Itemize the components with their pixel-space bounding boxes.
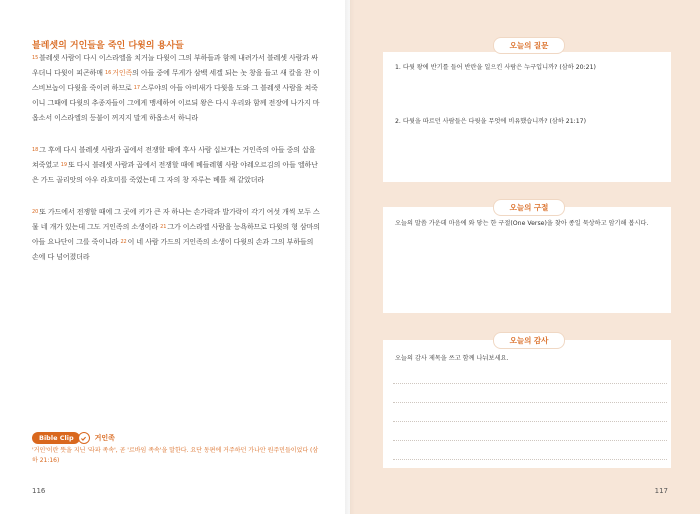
verse-number: 18 xyxy=(32,147,39,153)
writing-line xyxy=(393,459,667,460)
verse-number: 16 xyxy=(105,70,112,76)
writing-line xyxy=(393,440,667,441)
page-number: 116 xyxy=(32,487,46,495)
check-circle-icon xyxy=(78,432,90,444)
paragraph-1 xyxy=(32,51,322,126)
bible-clip-title: 거인족 xyxy=(94,434,115,442)
bible-clip-badge xyxy=(32,432,80,444)
thanks-prompt: 오늘의 감사 제목을 쓰고 함께 나눠보세요. xyxy=(395,355,509,362)
verse-number: 22 xyxy=(120,239,127,245)
question-title: 오늘의 질문 xyxy=(493,37,565,54)
verse-number: 20 xyxy=(32,209,39,215)
verse-text: 스루야의 아들 아비새가 다윗을 도와 그 블레셋 사람을 쳐죽이니 그때에 다윗의 추종자들이 그에게 맹세하여 이르되 왕은 다시 우리와 함께 전장에 나가지 마옵소서 이스라엘의 등불이 꺼지지 말게 하옵소서 하니라 xyxy=(32,84,320,122)
question-1: 1. 다윗 왕에 반기를 들어 반란을 일으킨 사람은 누구입니까? (삼하 20:21) xyxy=(395,64,596,71)
paragraph-2 xyxy=(32,143,322,188)
verse-text: 블레셋 사람이 다시 이스라엘을 치거늘 다윗이 그의 부하들과 함께 내려가서 블레셋 사람과 싸우더니 다윗이 피곤하매 xyxy=(32,54,318,77)
writing-line xyxy=(393,421,667,422)
bible-clip-row xyxy=(32,432,115,444)
writing-line xyxy=(393,402,667,403)
highlight-term: 거인족 xyxy=(112,69,133,77)
verse-text: 그 후에 다시 블레셋 사람과 곱에서 전쟁할 때에 후사 사람 십브개는 거인족의 아들 중의 삽을 쳐죽였고 xyxy=(32,146,316,169)
verse-text: 의 아들 중에 무게가 삼백 세겔 되는 놋 창을 들고 새 칼을 찬 이스비브놉이 다윗을 죽이려 하므로 xyxy=(32,69,320,92)
bible-clip-label: Bible Clip xyxy=(39,434,74,442)
verse-number: 19 xyxy=(60,162,67,168)
book-gutter xyxy=(345,0,355,514)
verse-title: 오늘의 구절 xyxy=(493,199,565,216)
thanks-title: 오늘의 감사 xyxy=(493,332,565,349)
page-number: 117 xyxy=(654,487,668,495)
verse-text: 그가 이스라엘 사람을 능욕하므로 다윗의 형 삼마의 아들 요나단이 그를 죽이니라 xyxy=(32,223,320,246)
paragraph-3 xyxy=(32,205,322,265)
verse-number: 15 xyxy=(32,55,39,61)
verse-prompt: 오늘의 말씀 가운데 마음에 와 닿는 한 구절(One Verse)을 찾아 종일 묵상하고 암기해 봅시다. xyxy=(395,220,649,227)
verse-text: 또 다시 블레셋 사람과 곱에서 전쟁할 때에 베들레헴 사람 야레오르김의 아들 엘하난은 가드 골리앗의 아우 라흐미를 죽였는데 그 자의 창 자루는 베틀 채 같았더라 xyxy=(32,161,318,184)
question-2: 2. 다윗을 따르던 사람들은 다윗을 무엇에 비유했습니까? (삼하 21:17) xyxy=(395,118,587,125)
verse-number: 17 xyxy=(133,85,140,91)
verse-number: 21 xyxy=(160,224,167,230)
section-heading: 블레셋의 거인들을 죽인 다윗의 용사들 xyxy=(32,41,184,51)
verse-text: 이 네 사람 가드의 거인족의 소생이 다윗의 손과 그의 부하들의 손에 다 넘어졌더라 xyxy=(32,238,314,261)
writing-line xyxy=(393,383,667,384)
verse-text: 또 가드에서 전쟁할 때에 그 곳에 키가 큰 자 하나는 손가락과 발가락이 각기 여섯 개씩 모두 스물 네 개가 있는데 그도 거인족의 소생이라 xyxy=(32,208,320,231)
bible-clip-description: '거인'이란 뜻을 지닌 '라파 족속', 곧 '르바임 족속'을 말한다. 요단 동편에 거주하던 가나안 원주민들이었다 (삼하 21:16) xyxy=(32,447,319,464)
